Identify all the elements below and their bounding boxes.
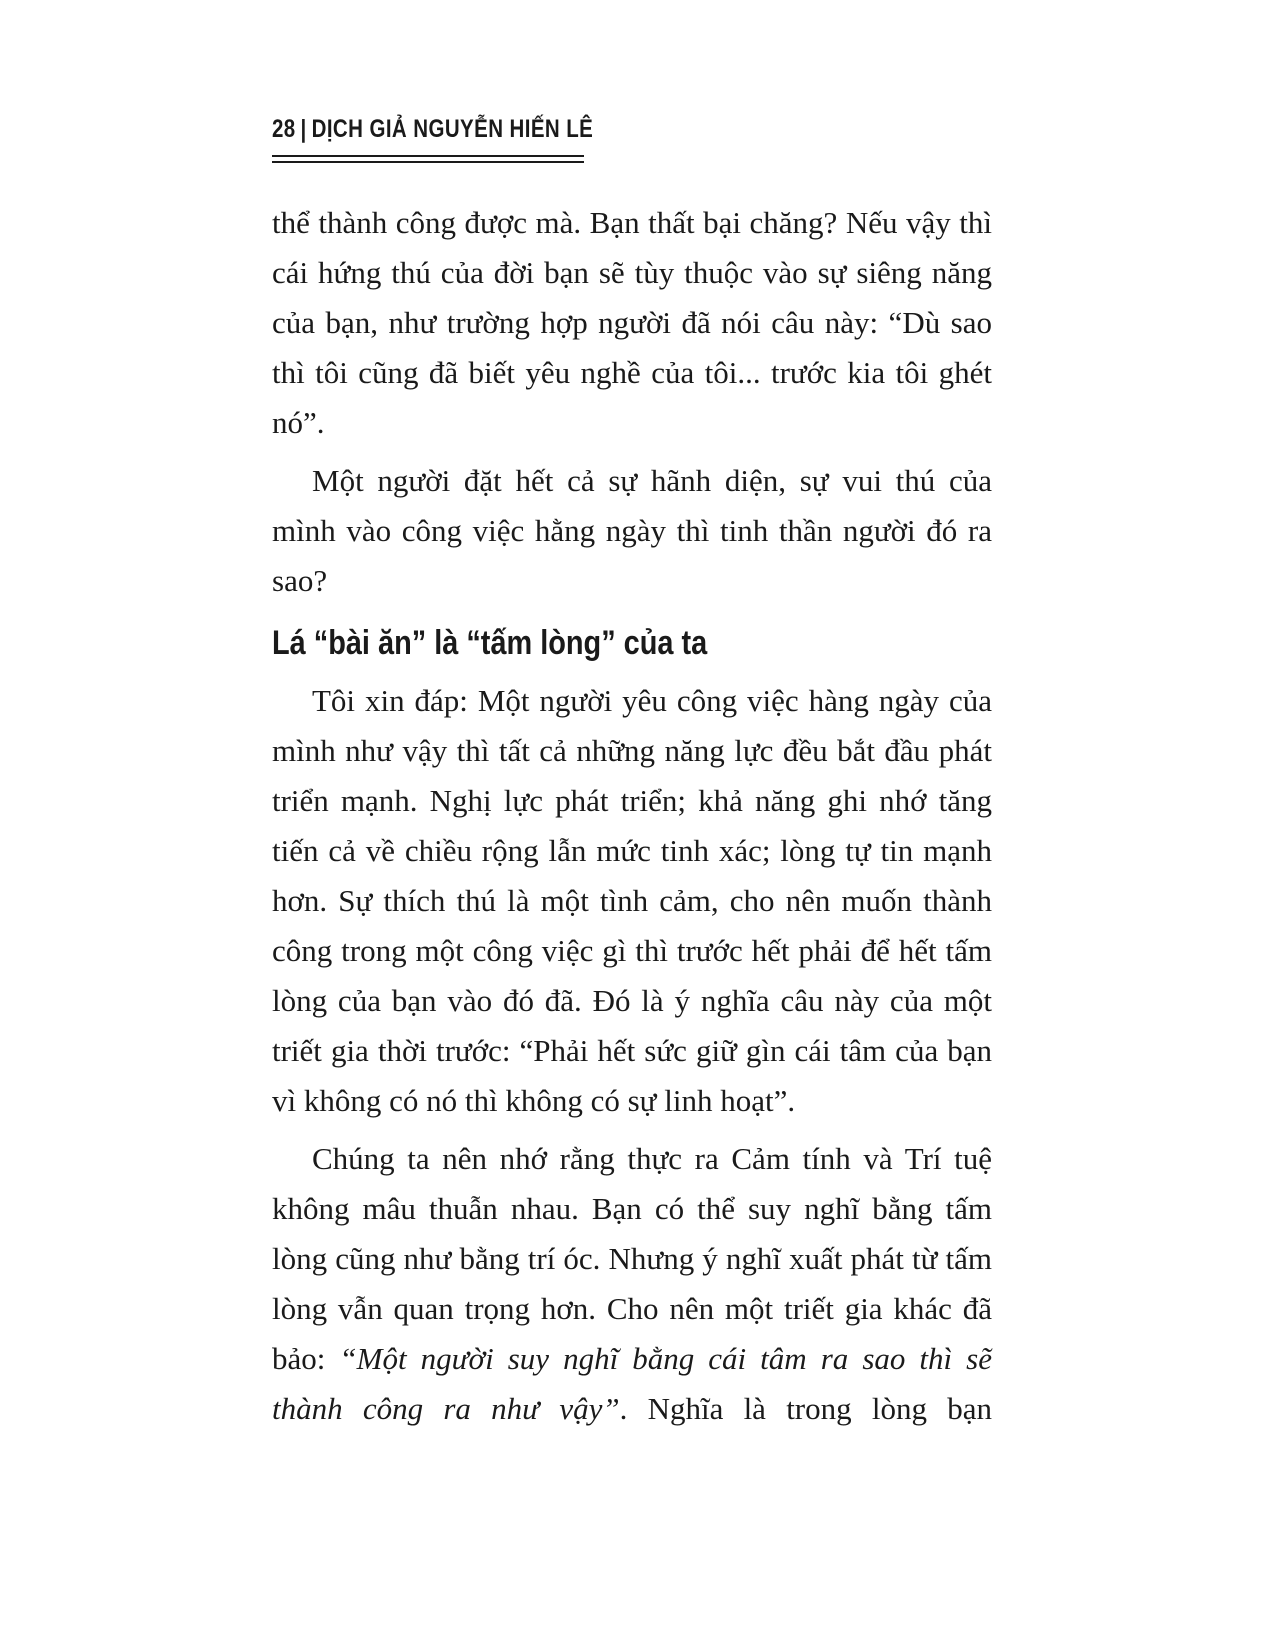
italic-quote: “Một người suy nghĩ bằng cái tâm ra sao thì sẽ thành công ra như vậy” xyxy=(272,1341,993,1426)
page-body xyxy=(272,198,992,1442)
running-header xyxy=(272,112,594,163)
paragraph-2: Một người đặt hết cả sự hãnh diện, sự vui thú của mình vào công việc hằng ngày thì tinh thần người đó ra sao? xyxy=(272,463,992,598)
running-title: DỊCH GIẢ NGUYỄN HIẾN LÊ xyxy=(311,115,594,143)
paragraph-3: Tôi xin đáp: Một người yêu công việc hàng ngày của mình như vậy thì tất cả những năng lực đều bắt đầu phát triển mạnh. Nghị lực phát triển; khả năng ghi nhớ tăng tiến cả về chiều rộng lẫn mức tinh xác; lòng tự tin mạnh hơn. Sự thích thú là một tình cảm, cho nên muốn thành công trong một công việc gì thì trước hết phải để hết tấm lòng của bạn vào đó đã. Đó là ý nghĩa câu này của một triết gia thời trước: “Phải hết sức giữ gìn cái tâm của bạn vì không có nó thì không có sự linh hoạt”. xyxy=(272,683,992,1118)
header-rule-top xyxy=(272,155,584,157)
page-number: 28 xyxy=(272,115,296,143)
paragraph-4-end: . Nghĩa là trong lòng bạn xyxy=(619,1391,992,1426)
running-head-line xyxy=(272,112,594,146)
paragraph-4 xyxy=(272,1134,992,1434)
header-rule-bottom xyxy=(272,161,584,163)
header-separator: | xyxy=(300,115,307,143)
paragraph-4-start: Chúng ta nên nhớ rằng thực ra Cảm tính và Trí tuệ không mâu thuẫn nhau. Bạn có thể suy nghĩ bằng tấm lòng cũng như bằng trí óc. Nhưng ý nghĩ xuất phát từ tấm lòng vẫn quan trọng hơn. Cho nên một triết gia khác đã bảo: xyxy=(272,1141,992,1376)
section-heading: Lá “bài ăn” là “tấm lòng” của ta xyxy=(272,624,708,662)
paragraph-1: thể thành công được mà. Bạn thất bại chăng? Nếu vậy thì cái hứng thú của đời bạn sẽ tùy thuộc vào sự siêng năng của bạn, như trường hợp người đã nói câu này: “Dù sao thì tôi cũng đã biết yêu nghề của tôi... trước kia tôi ghét nó”. xyxy=(272,205,992,440)
